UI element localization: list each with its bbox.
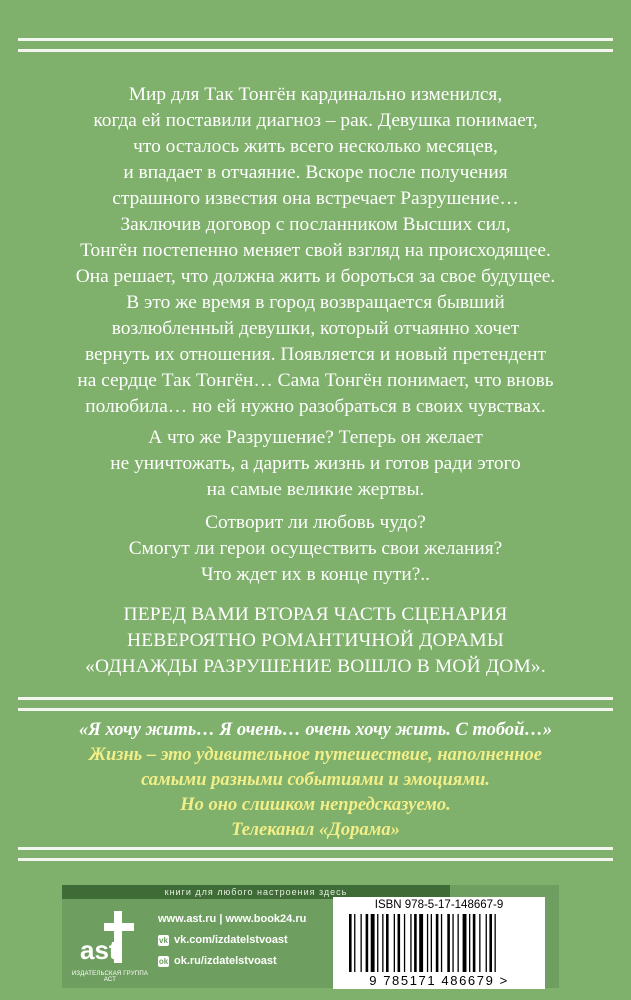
barcode-box (333, 897, 545, 989)
vk-icon: vk (159, 936, 168, 945)
ast-logo (70, 905, 150, 987)
quote-attribution: Телеканал «Дорама» (231, 820, 400, 840)
ok-row (158, 951, 306, 972)
isbn-label: ISBN 978-5-17-148667-9 (374, 899, 504, 911)
quote-block (30, 718, 601, 843)
paragraph-4: А что же Разрушение? Теперь он желает не уничтожать, а дарить жизнь и готов ради этого на самые великие жертвы. (110, 427, 521, 500)
publisher-group-label: ИЗДАТЕЛЬСКАЯ ГРУППА АСТ (71, 971, 149, 983)
paragraph-2: Заключив договор с посланником Высших сил, Тонгён постепенно меняет свой взгляд на происходящее. Она решает, что должна жить и бороться за свое будущее. (75, 214, 556, 287)
mid-rule-1 (18, 697, 613, 700)
bottom-rule-1 (18, 847, 613, 850)
ok-link[interactable]: ok.ru/izdatelstvoast (174, 955, 277, 967)
top-rule-1 (18, 38, 613, 41)
quote-line: самыми разными событиями и эмоциями. (141, 770, 490, 790)
ast-logo-icon (70, 905, 150, 969)
paragraph-3: В это же время в город возвращается бывший возлюбленный девушки, который отчаянно хочет вернуть их отношения. Появляется и новый претендент на сердце Так Тонгён… Сама Тонгён понимает, что вновь полюбила… но ей нужно разобраться в своих чувствах. (77, 292, 554, 417)
websites-link[interactable]: www.ast.ru | www.book24.ru (158, 913, 307, 925)
top-rule-2 (18, 49, 613, 52)
vk-row (158, 930, 306, 951)
paragraph-5: Сотворит ли любовь чудо? Смогут ли герои осуществить свои желания? Что ждет их в конце пути?.. (128, 512, 503, 585)
vk-link[interactable]: vk.com/izdatelstvoast (174, 934, 288, 946)
mid-rule-2 (18, 708, 613, 711)
bottom-rule-2 (18, 858, 613, 861)
barcode-icon (345, 914, 533, 972)
websites-row (158, 909, 306, 930)
ast-logo-text: ast (80, 935, 118, 965)
ok-icon: ok (158, 957, 169, 966)
tagline: книги для любого настроения здесь (62, 885, 450, 899)
publisher-links (158, 909, 306, 972)
quote-line: Но оно слишком непредсказуемо. (180, 795, 451, 815)
quote-line: Жизнь – это удивительное путешествие, наполненное (89, 745, 542, 765)
quote-line: «Я хочу жить… Я очень… очень хочу жить. С тобой…» (78, 720, 553, 740)
barcode-digits: 9 785171 486679 > (369, 973, 509, 988)
paragraph-1: Мир для Так Тонгён кардинально изменился, когда ей поставили диагноз – рак. Девушка понимает, что осталось жить всего несколько месяцев, и впадает в отчаяние. Вскоре после получения страшного известия она встречает Разрушение… (93, 84, 538, 209)
publisher-footer (62, 885, 559, 988)
paragraph-announcement: ПЕРЕД ВАМИ ВТОРАЯ ЧАСТЬ СЦЕНАРИЯ НЕВЕРОЯТНО РОМАНТИЧНОЙ ДОРАМЫ «ОДНАЖДЫ РАЗРУШЕНИЕ ВОШЛО В МОЙ ДОМ». (85, 604, 546, 677)
